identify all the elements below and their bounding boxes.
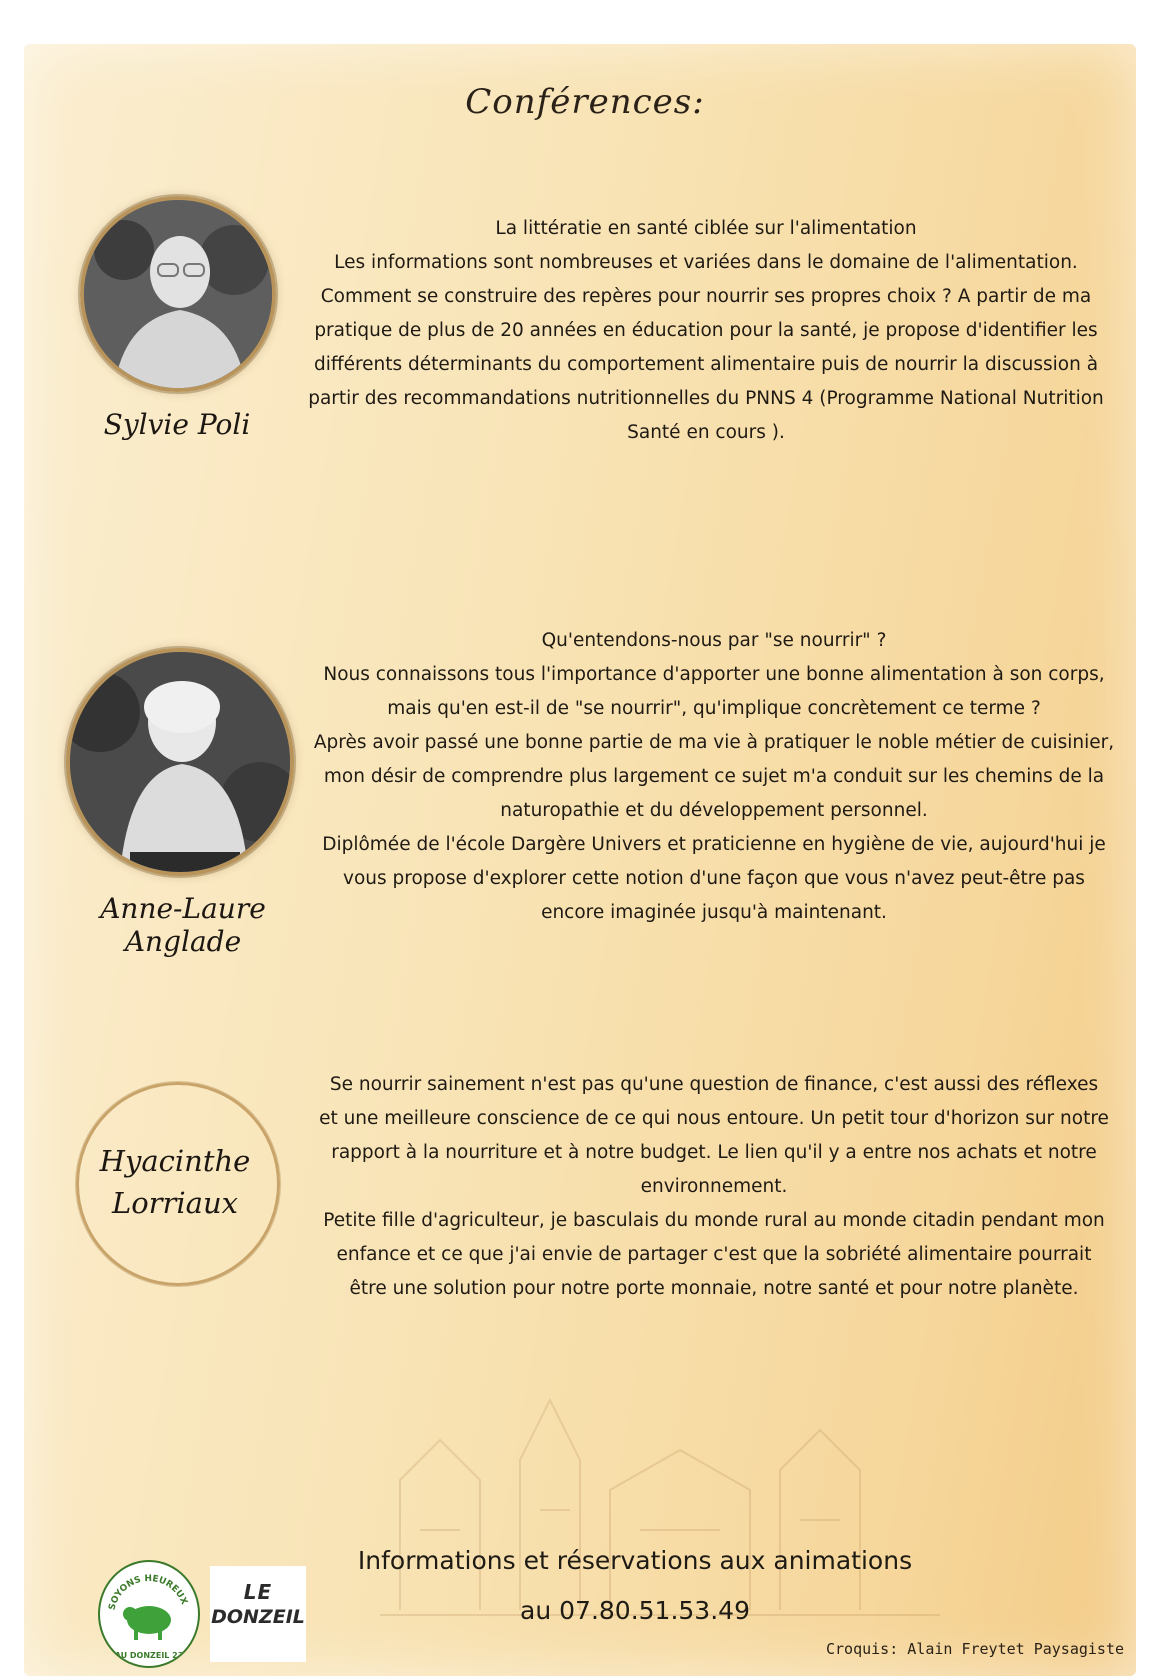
svg-text:SOYONS HEUREUX: SOYONS HEUREUX	[107, 1573, 189, 1612]
text-line: encore imaginée jusqu'à maintenant.	[541, 902, 887, 923]
text-line: mon désir de comprendre plus largement ce sujet m'a conduit sur les chemins de la	[323, 766, 1105, 787]
text-line: Petite fille d'agriculteur, je basculais du monde rural au monde citadin pendant mon	[323, 1210, 1105, 1231]
person-photo-icon	[84, 200, 272, 388]
phone-number: au 07.80.51.53.49	[520, 1596, 750, 1625]
text-line: Se nourrir sainement n'est pas qu'une question de finance, c'est aussi des réflexes	[329, 1074, 1099, 1095]
portrait-anne-laure-anglade	[66, 648, 294, 876]
text-line: Après avoir passé une bonne partie de ma vie à pratiquer le noble métier de cuisinier,	[313, 732, 1115, 753]
text-line: Nous connaissons tous l'importance d'apporter une bonne alimentation à son corps,	[323, 664, 1105, 685]
text-line: vous propose d'explorer cette notion d'une façon que vous n'avez peut-être pas	[343, 868, 1085, 889]
text-line: partir des recommandations nutritionnelles du PNNS 4 (Programme National Nutrition	[308, 388, 1104, 409]
cow-logo-icon	[100, 1562, 198, 1666]
talk-title: La littératie en santé ciblée sur l'alimentation	[495, 218, 917, 239]
footer-logos	[98, 1560, 328, 1664]
person-photo-icon	[70, 652, 290, 872]
speaker-name: Sylvie Poli	[103, 408, 251, 441]
svg-text:AU DONZEIL 23: AU DONZEIL 23	[114, 1651, 184, 1660]
text-line: différents déterminants du comportement alimentaire puis de nourrir la discussion à	[313, 354, 1099, 375]
text-line: Les informations sont nombreuses et variées dans le domaine de l'alimentation.	[334, 252, 1078, 273]
speaker-name: Anne-Laure Anglade	[100, 892, 266, 958]
text-line: mais qu'en est-il de "se nourrir", qu'implique concrètement ce terme ?	[387, 698, 1041, 719]
page-title: Conférences:	[465, 82, 705, 122]
speaker-name	[70, 1140, 280, 1224]
soyons-heureux-logo	[98, 1560, 200, 1668]
talk-description	[292, 624, 1136, 930]
text-line: être une solution pour notre porte monnaie, notre santé et pour notre planète.	[349, 1278, 1079, 1299]
text-line: enfance et ce que j'ai envie de partager c'est que la sobriété alimentaire pourrait	[336, 1244, 1092, 1265]
text-line: pratique de plus de 20 années en éducation pour la santé, je propose d'identifier les	[314, 320, 1098, 341]
text-line: naturopathie et du développement personnel.	[500, 800, 928, 821]
talk-description	[282, 212, 1130, 450]
speaker-first-name: Hyacinthe	[99, 1144, 251, 1178]
le-donzeil-logo	[210, 1566, 306, 1662]
illustration-credit: Croquis: Alain Freytet Paysagiste	[825, 1640, 1124, 1658]
portrait-sylvie-poli	[80, 196, 276, 392]
info-line: Informations et réservations aux animations	[357, 1546, 913, 1575]
text-line: Santé en cours ).	[627, 422, 785, 443]
talk-title: Qu'entendons-nous par "se nourrir" ?	[541, 630, 887, 651]
text-line: environnement.	[640, 1176, 788, 1197]
text-line: Comment se construire des repères pour nourrir ses propres choix ? A partir de ma	[320, 286, 1092, 307]
text-line: rapport à la nourriture et à notre budget. Le lien qu'il y a entre nos achats et notre	[331, 1142, 1097, 1163]
speaker-last-name: Lorriaux	[111, 1186, 239, 1220]
reservation-info	[330, 1536, 940, 1636]
talk-description	[292, 1068, 1136, 1306]
text-line: et une meilleure conscience de ce qui nous entoure. Un petit tour d'horizon sur notre	[319, 1108, 1109, 1129]
logo-text-le: LE	[243, 1580, 273, 1604]
logo-text-donzeil: DONZEIL	[211, 1606, 305, 1628]
text-line: Diplômée de l'école Dargère Univers et praticienne en hygiène de vie, aujourd'hui je	[322, 834, 1106, 855]
